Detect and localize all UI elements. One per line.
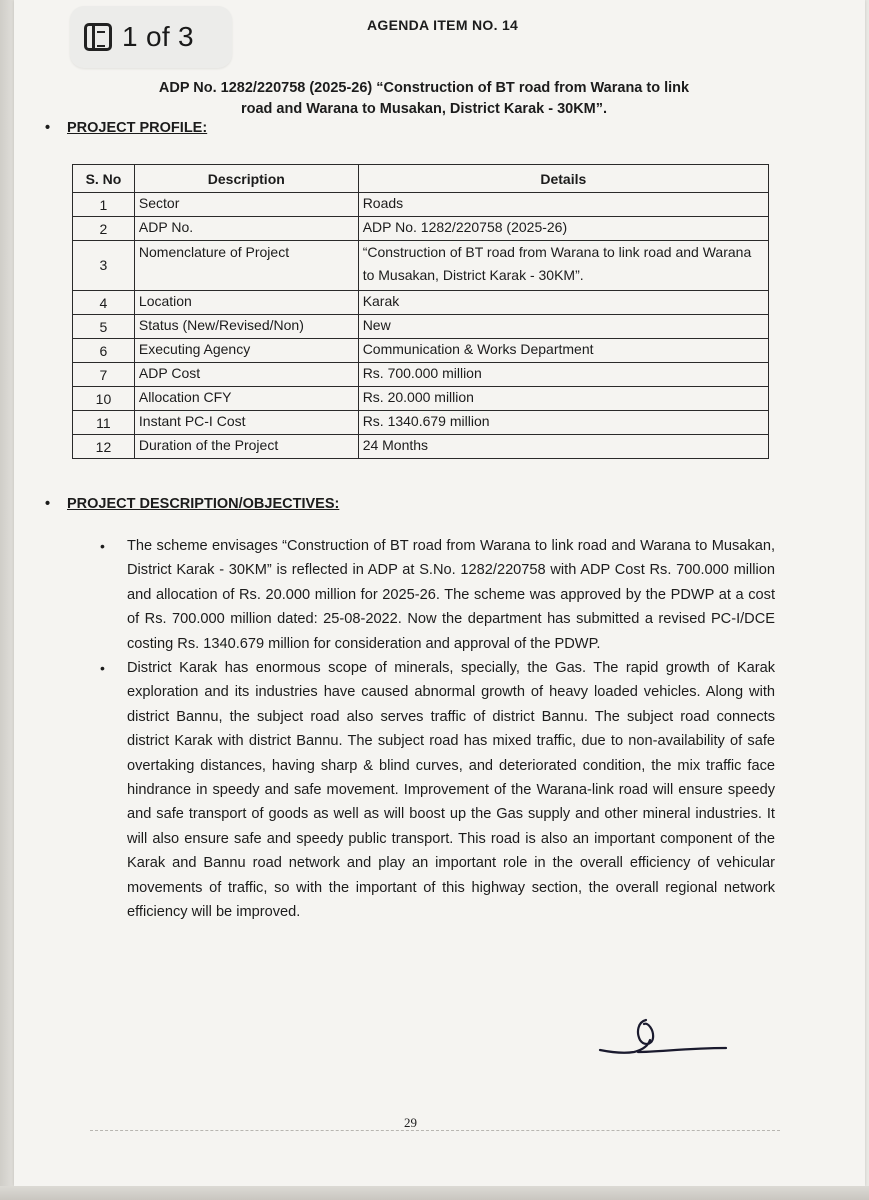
project-profile-table xyxy=(72,164,769,459)
cell-sno: 10 xyxy=(73,387,135,411)
table-row xyxy=(73,339,769,363)
page-indicator-label: 1 of 3 xyxy=(122,21,194,52)
cell-sno: 1 xyxy=(73,193,135,217)
cell-sno: 12 xyxy=(73,435,135,459)
cell-sno: 6 xyxy=(73,339,135,363)
table-row xyxy=(73,315,769,339)
section-heading-text: PROJECT DESCRIPTION/OBJECTIVES: xyxy=(67,496,340,512)
bullet-icon: • xyxy=(45,496,51,512)
cell-description: Instant PC-I Cost xyxy=(134,411,358,435)
cell-sno: 11 xyxy=(73,411,135,435)
table-row xyxy=(73,411,769,435)
cell-sno: 5 xyxy=(73,315,135,339)
cell-details: New xyxy=(358,315,768,339)
agenda-item-heading: AGENDA ITEM NO. 14 xyxy=(367,17,519,33)
table-header-row xyxy=(73,165,769,193)
table-row xyxy=(73,387,769,411)
scan-bottom-edge xyxy=(0,1186,869,1200)
cell-details: Rs. 700.000 million xyxy=(358,363,768,387)
objective-paragraph: • District Karak has enormous scope of minerals, specially, the Gas. The rapid growth of Karak exploration and its industries have caused abnormal growth of heavy loaded vehicles. Along with district Bannu, the subject road also serves traffic of district Bannu. The subject road connects district Karak with district Bannu. The subject road has mixed traffic, due to non-availability of safe overtaking distances, having sharp & blind curves, and deteriorated condition, the mix traffic face hindrance in speedy and safe movement. Improvement of the Warana-link road will ensure speedy and safe transport of goods as well as will boost up the Gas supply and other mineral industries. It will also ensure safe and speedy public transport. This road is also an important component of the Karak and Bannu road network and play an important role in the overall efficiency of vehicular movements of traffic, so with the important of this highway section, the overall regional network efficiency will be improved. xyxy=(100,656,775,924)
cell-description: Allocation CFY xyxy=(134,387,358,411)
table-row xyxy=(73,363,769,387)
objective-paragraph: • The scheme envisages “Construction of BT road from Warana to link road and Warana to Musakan, District Karak - 30KM” is reflected in ADP at S.No. 1282/220758 with ADP Cost Rs. 700.000 million and allocation of Rs. 20.000 million for 2025-26. The scheme was approved by the PDWP at a cost of Rs. 700.000 million dated: 25-08-2022. Now the department has submitted a revised PC-I/DCE costing Rs. 1340.679 million for consideration and approval of the PDWP. xyxy=(100,534,775,656)
cell-sno: 4 xyxy=(73,291,135,315)
section-heading-text: PROJECT PROFILE: xyxy=(67,120,208,136)
table-row xyxy=(73,435,769,459)
column-header: Details xyxy=(358,165,768,193)
cell-details: 24 Months xyxy=(358,435,768,459)
cell-description: Status (New/Revised/Non) xyxy=(134,315,358,339)
cell-description: Duration of the Project xyxy=(134,435,358,459)
table-row xyxy=(73,217,769,241)
table-row xyxy=(73,241,769,291)
cell-details: Communication & Works Department xyxy=(358,339,768,363)
cell-sno: 2 xyxy=(73,217,135,241)
bullet-icon: • xyxy=(45,120,51,136)
objectives-list xyxy=(100,534,775,925)
adp-title xyxy=(84,78,764,120)
signature-icon xyxy=(598,1012,728,1062)
cell-description: Location xyxy=(134,291,358,315)
cell-details: Rs. 1340.679 million xyxy=(358,411,768,435)
page-navigator-icon xyxy=(84,23,112,51)
adp-title-line-1: ADP No. 1282/220758 (2025-26) “Construction of BT road from Warana to link xyxy=(158,80,690,96)
table-row xyxy=(73,291,769,315)
cell-details: Karak xyxy=(358,291,768,315)
cell-description: Nomenclature of Project xyxy=(134,241,358,291)
cell-description: Executing Agency xyxy=(134,339,358,363)
cell-details: Roads xyxy=(358,193,768,217)
footer-divider xyxy=(90,1130,780,1131)
section-heading-profile xyxy=(45,120,207,136)
cell-sno: 3 xyxy=(73,241,135,291)
cell-description: Sector xyxy=(134,193,358,217)
cell-details: ADP No. 1282/220758 (2025-26) xyxy=(358,217,768,241)
table-row xyxy=(73,193,769,217)
cell-details: Rs. 20.000 million xyxy=(358,387,768,411)
cell-description: ADP Cost xyxy=(134,363,358,387)
cell-details: “Construction of BT road from Warana to link road and Warana to Musakan, District Karak - 30KM”. xyxy=(358,241,768,291)
page-number: 29 xyxy=(404,1115,417,1130)
page-indicator[interactable] xyxy=(70,6,232,68)
column-header: S. No xyxy=(73,165,135,193)
cell-description: ADP No. xyxy=(134,217,358,241)
adp-title-line-2: road and Warana to Musakan, District Karak - 30KM”. xyxy=(240,101,608,117)
section-heading-objectives xyxy=(45,496,339,512)
cell-sno: 7 xyxy=(73,363,135,387)
column-header: Description xyxy=(134,165,358,193)
